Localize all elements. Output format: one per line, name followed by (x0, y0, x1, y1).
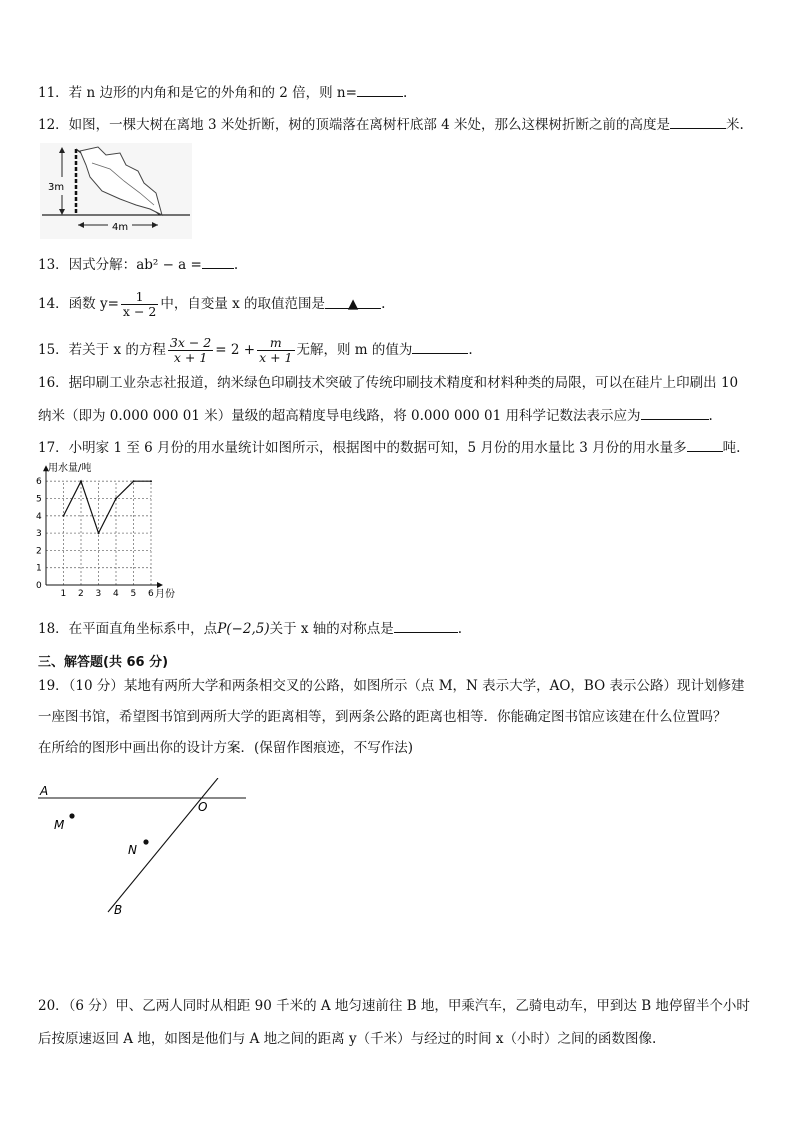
q18-answer-blank[interactable] (394, 618, 458, 633)
q17-unit: 吨. (722, 440, 741, 456)
q15-denominator-2: x + 1 (259, 350, 293, 365)
q15-numerator-1: 3x − 2 (169, 335, 212, 350)
point-A-label: A (40, 784, 49, 798)
q19-line1: 19．（10 分）某地有两所大学和两条相交叉的公路，如图所示（点 M，N 表示大学，AO，BO 表示公路）现计划修建 (38, 678, 745, 694)
q18-pre: 18．在平面直角坐标系中，点 (38, 621, 218, 637)
x-tick-label: 6 (148, 589, 154, 599)
q18-point: P(−2,5) (217, 621, 270, 637)
q16-end: . (708, 408, 713, 424)
roads-figure (34, 778, 254, 920)
water-usage-series-line (64, 481, 152, 533)
section-title: 三、解答题(共 66 分) (38, 655, 169, 670)
q12-unit: 米. (726, 117, 744, 133)
x-tick-label: 4 (113, 589, 119, 599)
q20-line2: 后按原速返回 A 地，如图是他们与 A 地之间的距离 y（千米）与经过的时间 x（小时）之间的函数图像. (38, 1031, 657, 1047)
q11-end: . (402, 85, 408, 101)
question-13 (38, 254, 238, 275)
y-tick-label: 5 (36, 494, 42, 505)
data-point (150, 480, 152, 482)
tree-height-label: 3m (48, 182, 65, 193)
q14-answer-blank[interactable] (325, 294, 381, 312)
q14-pre: 14．函数 y= (38, 296, 119, 312)
q15-fraction-1 (168, 336, 213, 365)
y-tick-label: 2 (36, 546, 42, 557)
q19-line2: 一座图书馆，希望图书馆到两所大学的距离相等，到两条公路的距离也相等．你能确定图书馆应该建在什么位置吗？ (38, 709, 727, 725)
y-tick-label: 6 (36, 477, 42, 488)
data-point (63, 515, 65, 517)
question-15 (38, 336, 473, 365)
q12-answer-blank[interactable] (670, 114, 726, 129)
q15-numerator-2: m (257, 336, 294, 351)
tree-distance-label: 4m (112, 222, 129, 233)
question-16-line-1 (38, 373, 738, 393)
data-point (80, 480, 82, 482)
q14-end: . (381, 296, 386, 312)
question-19-line-2 (38, 707, 727, 727)
q13-text: 13．因式分解： (38, 257, 137, 273)
q16-answer-blank[interactable] (641, 405, 709, 420)
q13-expression: ab² − a = (136, 257, 202, 273)
q15-answer-blank[interactable] (412, 339, 468, 354)
x-axis-label: 月份 (155, 589, 175, 600)
q16-line2: 纳米（即为 0.000 000 01 米）量级的超高精度导电线路，将 0.000 000 01 用科学记数法表示应为 (38, 408, 641, 424)
y-tick-label: 0 (36, 581, 42, 591)
question-11 (38, 82, 407, 103)
question-12 (38, 114, 744, 135)
q18-post: 关于 x 轴的对称点是 (269, 621, 394, 637)
point-O-label: O (198, 800, 208, 814)
q13-end: . (233, 257, 239, 273)
data-point (133, 480, 135, 482)
y-tick-label: 1 (36, 563, 42, 574)
tree-figure (40, 143, 192, 239)
x-tick-label: 3 (95, 589, 102, 599)
q12-text: 12．如图，一棵大树在离地 3 米处折断，树的顶端落在离树杆底部 4 米处，那么这棵树折断之前的高度是 (38, 117, 671, 133)
q15-mid: = 2 + (215, 342, 256, 358)
y-tick-label: 4 (36, 511, 42, 522)
q14-denominator: x − 2 (122, 304, 157, 319)
q13-answer-blank[interactable] (202, 254, 234, 269)
q16-line1: 16．据印刷工业杂志社报道，纳米绿色印刷技术突破了传统印刷技术精度和材料种类的局限，可以在硅片上印刷出 10 (38, 375, 739, 391)
q15-fraction-2 (257, 336, 294, 365)
q15-denominator-1: x + 1 (173, 350, 208, 365)
question-19-line-1 (38, 676, 744, 696)
q18-end: . (457, 621, 463, 637)
q14-post: 中，自变量 x 的取值范围是 (160, 296, 326, 312)
q11-text: 11．若 n 边形的内角和是它的外角和的 2 倍，则 n= (38, 85, 357, 101)
q15-end: . (468, 342, 473, 358)
water-usage-chart (30, 462, 190, 600)
question-20-line-1 (38, 996, 750, 1016)
q14-fraction (121, 290, 158, 319)
x-tick-label: 5 (130, 589, 137, 599)
question-20-line-2 (38, 1029, 656, 1049)
x-axis-arrow-icon (157, 582, 163, 588)
data-point (98, 532, 100, 534)
x-tick-label: 1 (60, 589, 67, 599)
q15-pre: 15．若关于 x 的方程 (38, 342, 166, 358)
q14-numerator: 1 (121, 290, 158, 305)
q19-line3: 在所给的图形中画出你的设计方案．(保留作图痕迹，不写作法) (38, 740, 414, 756)
q11-answer-blank[interactable] (357, 82, 403, 97)
point-B-label: B (114, 903, 123, 917)
y-tick-label: 3 (36, 529, 42, 540)
point-N-label: N (128, 843, 137, 857)
question-16-line-2 (38, 405, 713, 426)
question-17 (38, 437, 740, 458)
x-tick-label: 2 (78, 589, 84, 599)
question-19-line-3 (38, 738, 413, 758)
data-point (115, 498, 117, 500)
q15-post: 无解，则 m 的值为 (296, 342, 413, 358)
point-M-label: M (54, 818, 65, 832)
question-18 (38, 618, 462, 639)
triangle-icon: ▲ (347, 296, 359, 312)
y-axis-label: 用水量/吨 (48, 463, 92, 474)
q20-line1: 20．（6 分）甲、乙两人同时从相距 90 千米的 A 地匀速前往 B 地，甲乘汽车，乙骑电动车，甲到达 B 地停留半个小时 (38, 998, 750, 1014)
q17-answer-blank[interactable] (687, 437, 723, 452)
question-14 (38, 290, 385, 319)
q17-text: 17．小明家 1 至 6 月份的用水量统计如图所示，根据图中的数据可知，5 月份的用水量比 3 月份的用水量多 (38, 440, 687, 456)
